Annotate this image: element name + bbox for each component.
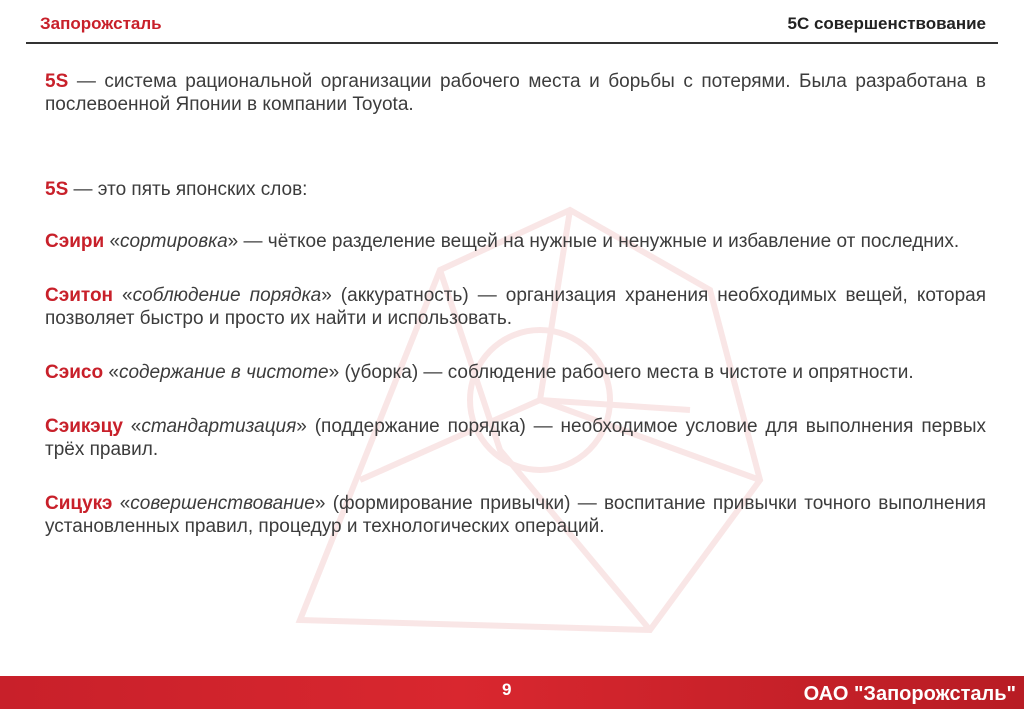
quote-open: «	[104, 231, 121, 252]
term-description: (уборка) — соблюдение рабочего места в чистоте и опрятности.	[339, 362, 914, 383]
quote-close: »	[314, 493, 326, 514]
quote-open: «	[122, 416, 142, 437]
term-description: (поддержание порядка) — необходимое условие для выполнения первых трёх правил.	[45, 416, 986, 460]
page-number: 9	[502, 680, 512, 699]
list-item-seiton	[45, 284, 986, 330]
intro-paragraph	[45, 70, 986, 116]
quote-open: «	[112, 493, 131, 514]
five-words-paragraph	[45, 178, 986, 201]
five-words-text: — это пять японских слов:	[68, 179, 308, 200]
section-title: 5С совершенствование	[787, 14, 986, 33]
quote-close: »	[321, 285, 332, 306]
term-label: Сэири	[45, 231, 105, 252]
quote-open: «	[113, 285, 133, 306]
list-item-seiketsu	[45, 415, 986, 461]
term-translation: совершенствование	[130, 493, 315, 514]
term-translation: соблюдение порядка	[132, 285, 322, 306]
term-5s: 5S	[45, 71, 69, 92]
slide-header	[26, 0, 998, 46]
term-description: (аккуратность) — организация хранения необходимых вещей, которая позволяет быстро и просто их найти и использовать.	[45, 285, 986, 329]
list-item-seiri	[45, 230, 986, 253]
term-description: — чёткое разделение вещей на нужные и ненужные и избавление от последних.	[238, 231, 960, 252]
list-item-shitsuke	[45, 492, 986, 538]
slide-footer	[0, 676, 1024, 709]
term-label: Сэикэцу	[45, 416, 123, 437]
quote-open: «	[103, 362, 119, 383]
term-label: Сэитон	[45, 285, 114, 306]
term-description: (формирование привычки) — воспитание привычки точного выполнения установленных правил, процедур и технологических операций.	[45, 493, 986, 537]
term-translation: содержание в чистоте	[118, 362, 329, 383]
list-item-seiso	[45, 361, 986, 384]
intro-text: — система рациональной организации рабочего места и борьбы с потерями. Была разработана в послевоенной Японии в компании Toyota.	[45, 71, 986, 115]
footer-brand: ОАО "Запорожсталь"	[803, 683, 1016, 705]
term-label: Сэисо	[45, 362, 104, 383]
term-label: Сицукэ	[45, 493, 113, 514]
quote-close: »	[328, 362, 340, 383]
term-translation: стандартизация	[141, 416, 297, 437]
header-divider	[26, 42, 998, 44]
term-5s: 5S	[45, 179, 69, 200]
quote-close: »	[227, 231, 239, 252]
slide-content	[45, 70, 986, 569]
term-translation: сортировка	[120, 231, 228, 252]
company-name: Запорожсталь	[40, 14, 162, 33]
quote-close: »	[296, 416, 307, 437]
